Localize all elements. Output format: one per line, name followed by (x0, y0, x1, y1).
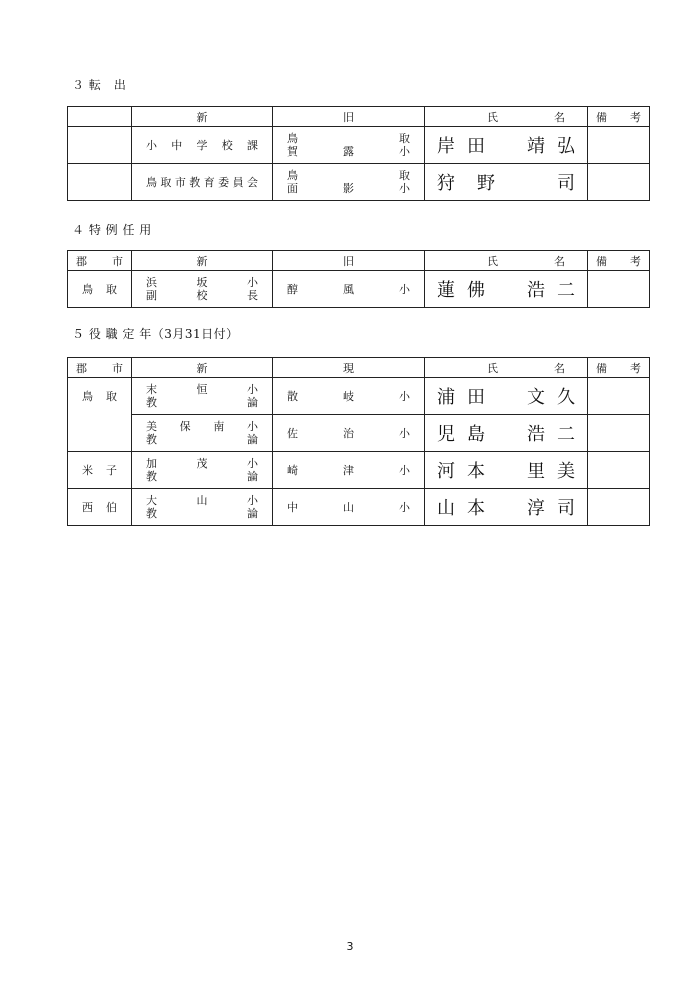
note-cell (588, 452, 650, 489)
section-5-heading: ５ 役 職 定 年（3月31日付） (72, 327, 239, 341)
table-header-row (68, 358, 650, 378)
table-row (68, 378, 650, 415)
current-position-cell: 崎 津 小 (273, 452, 425, 489)
district-cell (68, 127, 132, 164)
district-cell: 鳥取 (68, 378, 132, 452)
header-district: 郡 市 (68, 358, 132, 378)
person-name-cell: 蓮佛 浩二 (425, 271, 588, 308)
person-name-cell: 山本 淳司 (425, 489, 588, 526)
district-cell: 西伯 (68, 489, 132, 526)
header-old: 旧 (273, 251, 425, 271)
note-cell (588, 415, 650, 452)
note-cell (588, 271, 650, 308)
note-cell (588, 489, 650, 526)
district-cell: 米子 (68, 452, 132, 489)
header-note: 備 考 (588, 251, 650, 271)
table-row (68, 452, 650, 489)
person-name-cell: 河本 里美 (425, 452, 588, 489)
table-row (68, 271, 650, 308)
transfer-out-table (67, 106, 650, 201)
header-name: 氏 名 (425, 107, 588, 127)
table-row (68, 127, 650, 164)
section-4-heading: ４ 特 例 任 用 (72, 223, 152, 237)
section-3-heading: ３ 転 出 (72, 78, 127, 92)
mandatory-retirement-table (67, 357, 650, 526)
new-position-cell: 小中学校課 (132, 127, 273, 164)
note-cell (588, 378, 650, 415)
new-position-cell: 大 山 小 教 論 (132, 489, 273, 526)
old-position-cell: 鳥 取 面 影 小 (273, 164, 425, 201)
person-name-cell: 浦田 文久 (425, 378, 588, 415)
new-position-cell: 加 茂 小 教 論 (132, 452, 273, 489)
new-position-cell: 鳥取市教育委員会 (132, 164, 273, 201)
person-name-cell: 狩野 司 (425, 164, 588, 201)
old-position-cell: 鳥 取 賀 露 小 (273, 127, 425, 164)
new-position-cell: 浜 坂 小 副 校 長 (132, 271, 273, 308)
current-position-cell: 散 岐 小 (273, 378, 425, 415)
header-blank (68, 107, 132, 127)
header-district: 郡 市 (68, 251, 132, 271)
header-new: 新 (132, 358, 273, 378)
header-name: 氏 名 (425, 251, 588, 271)
new-position-cell: 末 恒 小 教 論 (132, 378, 273, 415)
person-name-cell: 岸田 靖弘 (425, 127, 588, 164)
note-cell (588, 164, 650, 201)
table-row (68, 489, 650, 526)
new-position-cell: 美 保 南 小 教 論 (132, 415, 273, 452)
table-header-row (68, 107, 650, 127)
header-new: 新 (132, 251, 273, 271)
header-note: 備 考 (588, 107, 650, 127)
district-cell: 鳥取 (68, 271, 132, 308)
district-cell (68, 164, 132, 201)
note-cell (588, 127, 650, 164)
header-current: 現 (273, 358, 425, 378)
special-appointment-table (67, 250, 650, 308)
old-position-cell: 醇 風 小 (273, 271, 425, 308)
page-number: 3 (346, 940, 354, 953)
current-position-cell: 佐 治 小 (273, 415, 425, 452)
table-row (68, 415, 650, 452)
person-name-cell: 児島 浩二 (425, 415, 588, 452)
table-row (68, 164, 650, 201)
table-header-row (68, 251, 650, 271)
current-position-cell: 中 山 小 (273, 489, 425, 526)
header-new: 新 (132, 107, 273, 127)
header-old: 旧 (273, 107, 425, 127)
header-note: 備 考 (588, 358, 650, 378)
header-name: 氏 名 (425, 358, 588, 378)
